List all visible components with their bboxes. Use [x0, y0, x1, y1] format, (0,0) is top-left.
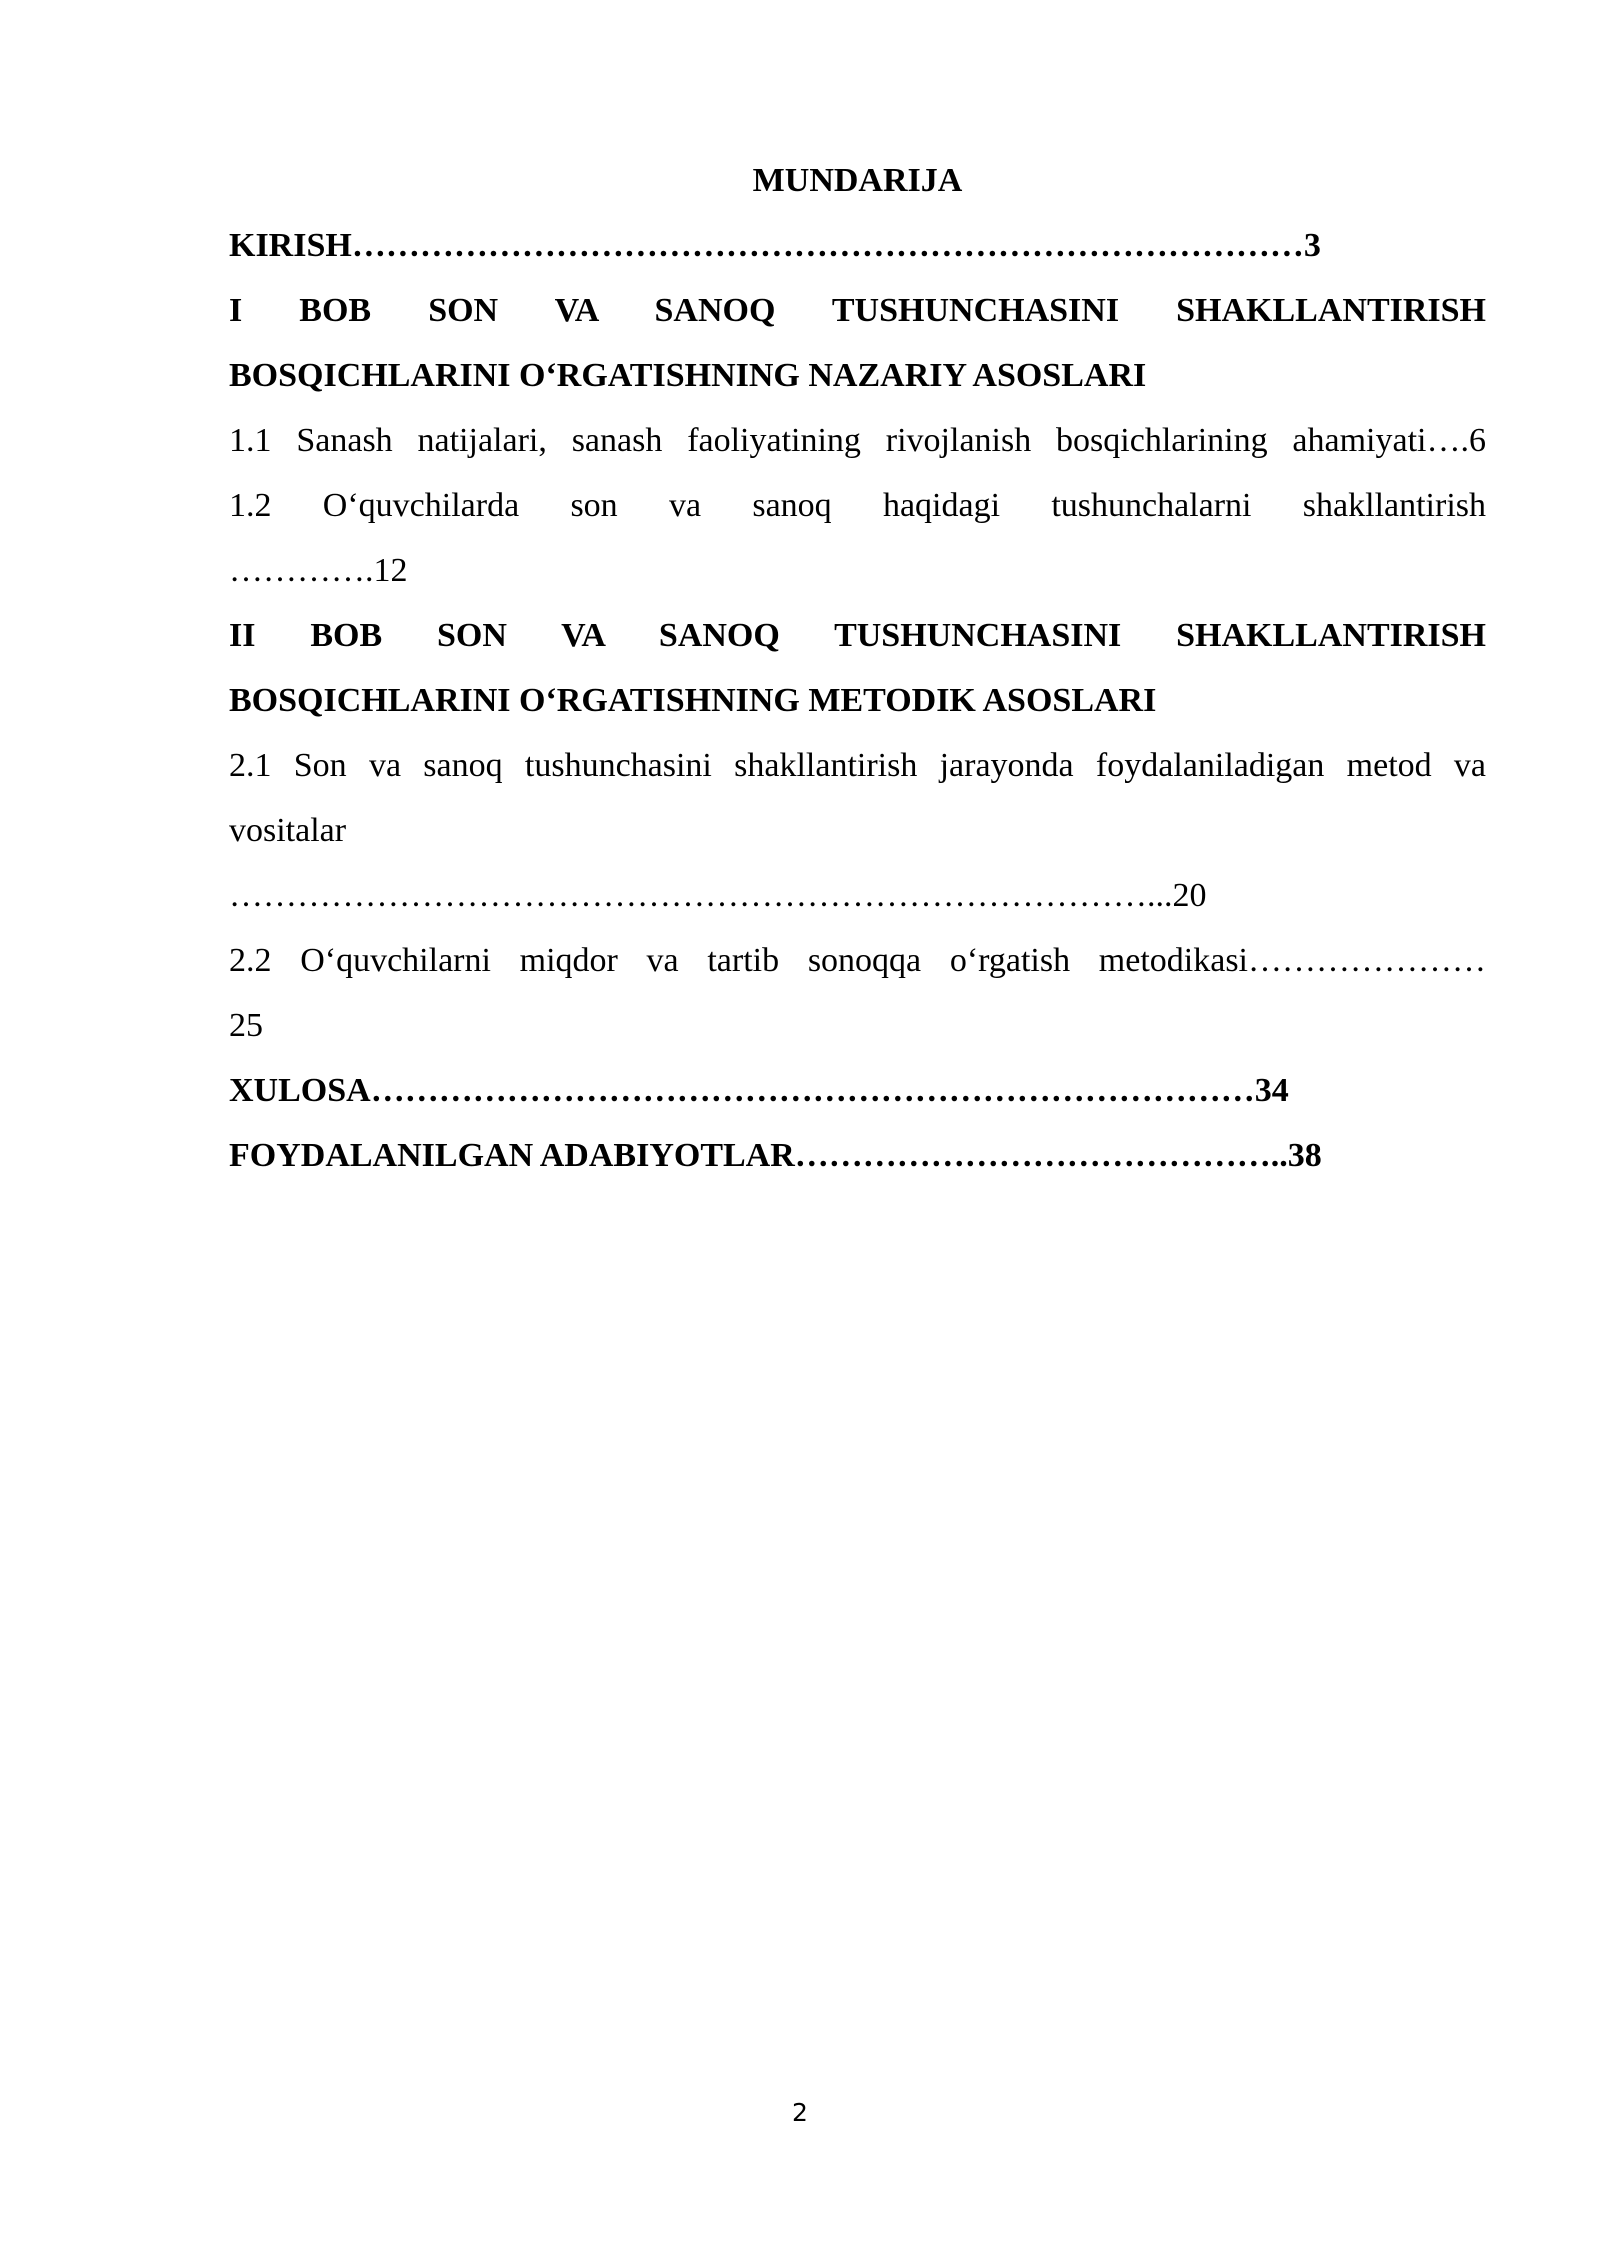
toc-title: MUNDARIJA — [752, 162, 963, 199]
table-of-contents — [229, 148, 1486, 1188]
toc-entry-1-2-line-2: ………….12 — [229, 552, 408, 589]
toc-entry-2-1-line-2: vositalar — [229, 812, 347, 849]
toc-entry-xulosa: XULOSA……………………………………………………………………34 — [229, 1072, 1289, 1109]
toc-entry-kirish: KIRISH…………………………………………………………………………3 — [229, 227, 1321, 264]
toc-entry-2-1-line-3: ………………………………………………………………………...20 — [229, 877, 1207, 914]
toc-entry-2-2-line-1: 2.2 O‘quvchilarni miqdor va tartib sonoqqa o‘rgatish metodikasi………………… — [229, 942, 1486, 979]
toc-entry-2-2-line-2: 25 — [229, 1007, 263, 1044]
toc-chapter-2-line-2: BOSQICHLARINI O‘RGATISHNING METODIK ASOSLARI — [229, 682, 1157, 719]
toc-entry-1-2-line-1: 1.2 O‘quvchilarda son va sanoq haqidagi tushunchalarni shakllantirish — [229, 487, 1486, 524]
toc-entry-1-1: 1.1 Sanash natijalari, sanash faoliyatining rivojlanish bosqichlarining ahamiyati….6 — [229, 422, 1486, 459]
toc-entry-adabiyotlar: FOYDALANILGAN ADABIYOTLAR……………………………………..38 — [229, 1137, 1322, 1174]
toc-entry-2-1-line-1: 2.1 Son va sanoq tushunchasini shakllantirish jarayonda foydalaniladigan metod va — [229, 747, 1486, 784]
toc-chapter-1-line-1: I BOB SON VA SANOQ TUSHUNCHASINI SHAKLLANTIRISH — [229, 292, 1486, 329]
toc-chapter-2-line-1: II BOB SON VA SANOQ TUSHUNCHASINI SHAKLLANTIRISH — [229, 617, 1486, 654]
toc-chapter-1-line-2: BOSQICHLARINI O‘RGATISHNING NAZARIY ASOSLARI — [229, 357, 1147, 394]
page-number: 2 — [792, 2098, 808, 2127]
